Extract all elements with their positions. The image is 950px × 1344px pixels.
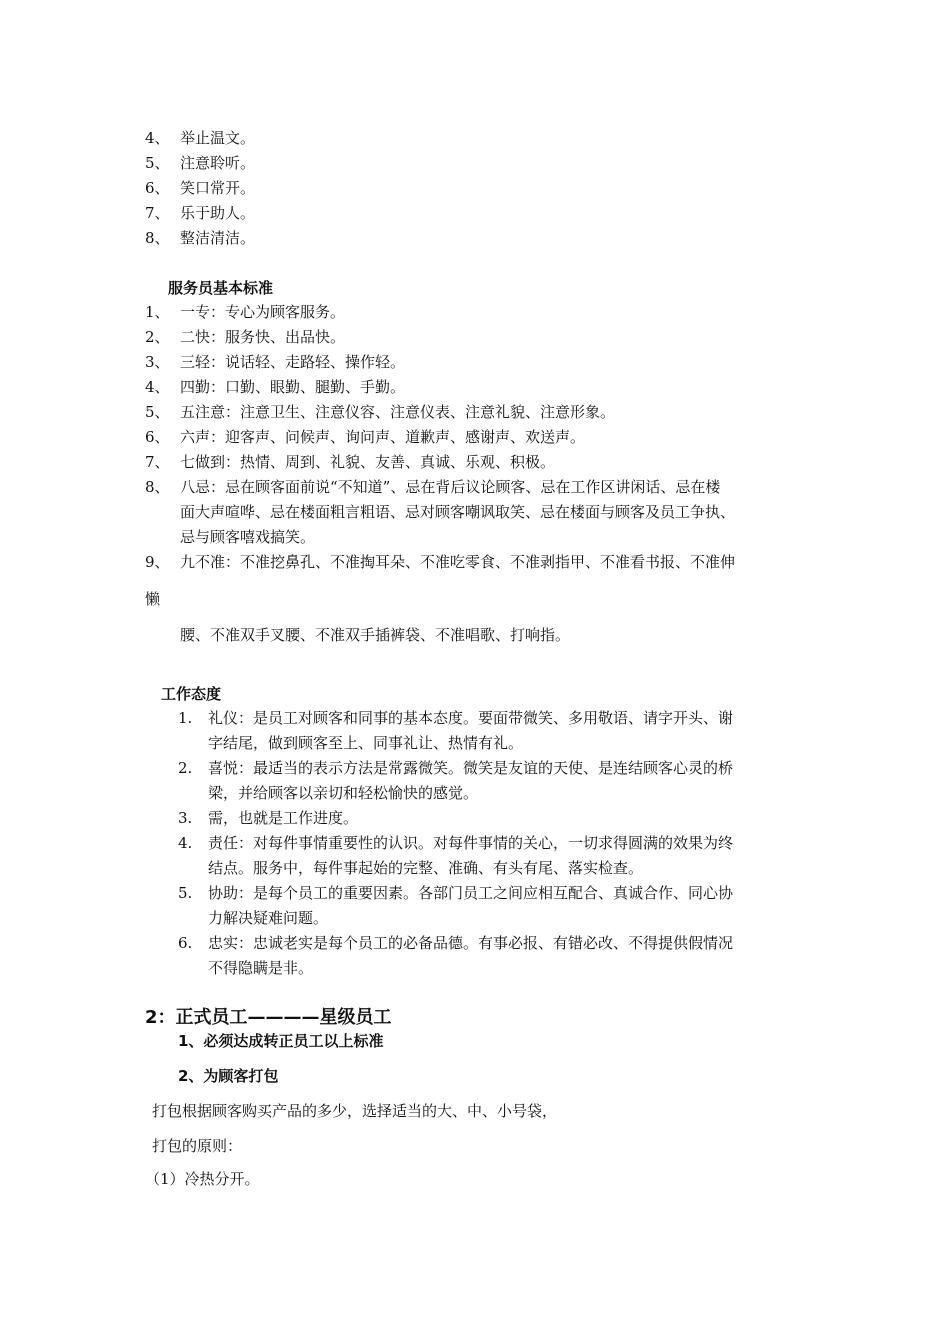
list-text: 七做到：热情、周到、礼貌、友善、真诚、乐观、积极。 [180,453,556,471]
list-text: 懒 [145,590,161,608]
list-number: 4. [178,834,193,852]
paragraph: 打包的原则： [152,1137,243,1155]
subheading: 1、必须达成转正员工以上标准 [178,1032,384,1050]
list-number: 7、 [145,204,170,222]
paragraph: 打包根据顾客购买产品的多少，选择适当的大、中、小号袋， [152,1102,558,1120]
list-text: 九不准：不准挖鼻孔、不准掏耳朵、不准吃零食、不准剥指甲、不准看书报、不准伸 [180,553,736,571]
list-text: 整洁清洁。 [180,229,256,247]
list-text: 不得隐瞒是非。 [208,959,314,977]
list-text: 八忌：忌在顾客面前说“不知道”、忌在背后议论顾客、忌在工作区讲闲话、忌在楼 [180,478,721,496]
list-text: 注意聆听。 [180,154,256,172]
list-number: 8、 [145,229,170,247]
list-text: 需，也就是工作进度。 [208,809,359,827]
list-number: 1、 [145,303,170,321]
list-number: 6. [178,934,193,952]
list-number: 3、 [145,353,170,371]
list-number: 4、 [145,378,170,396]
list-text: 责任：对每件事情重要性的认识。对每件事情的关心，一切求得圆满的效果为终 [208,834,734,852]
list-number: 2. [178,759,193,777]
list-number: 4、 [145,129,170,147]
list-text: 协助：是每个员工的重要因素。各部门员工之间应相互配合、真诚合作、同心协 [208,884,734,902]
list-text: 字结尾，做到顾客至上、同事礼让、热情有礼。 [208,734,524,752]
section-title: 服务员基本标准 [168,279,274,297]
list-text: 腰、不准双手叉腰、不准双手插裤袋、不准唱歌、打响指。 [180,626,571,644]
list-number: 7、 [145,453,170,471]
list-text: 一专：专心为顾客服务。 [180,303,346,321]
list-number: 5、 [145,403,170,421]
list-text: 力解决疑难问题。 [208,909,329,927]
list-number: 1. [178,709,193,727]
list-text: 五注意：注意卫生、注意仪容、注意仪表、注意礼貌、注意形象。 [180,403,616,421]
list-text: 梁，并给顾客以亲切和轻松愉快的感觉。 [208,784,479,802]
list-text: 举止温文。 [180,129,256,147]
list-text: 六声：迎客声、问候声、询问声、道歉声、感谢声、欢送声。 [180,428,586,446]
list-text: 喜悦：最适当的表示方法是常露微笑。微笑是友谊的天使、是连结顾客心灵的桥 [208,759,734,777]
list-text: 乐于助人。 [180,204,256,222]
paragraph: （1）冷热分开。 [145,1170,260,1188]
list-number: 5、 [145,154,170,172]
list-text: 忌与顾客嘻戏搞笑。 [180,528,316,546]
list-number: 6、 [145,428,170,446]
list-number: 8、 [145,478,170,496]
list-text: 礼仪：是员工对顾客和同事的基本态度。要面带微笑、多用敬语、请字开头、谢 [208,709,734,727]
list-number: 5. [178,884,193,902]
section-title: 工作态度 [161,685,222,703]
list-number: 2、 [145,328,170,346]
list-text: 笑口常开。 [180,179,256,197]
list-text: 面大声喧哗、忌在楼面粗言粗语、忌对顾客嘲讽取笑、忌在楼面与顾客及员工争执、 [180,503,736,521]
list-text: 二快：服务快、出品快。 [180,328,346,346]
list-number: 9、 [145,553,170,571]
section-heading: 2：正式员工————星级员工 [145,1007,392,1028]
list-text: 结点。服务中，每件事起始的完整、准确、有头有尾、落实检查。 [208,859,644,877]
list-number: 6、 [145,179,170,197]
subheading: 2、为顾客打包 [178,1067,279,1085]
list-text: 忠实：忠诚老实是每个员工的必备品德。有事必报、有错必改、不得提供假情况 [208,934,734,952]
list-number: 3. [178,809,193,827]
list-text: 三轻：说话轻、走路轻、操作轻。 [180,353,406,371]
list-text: 四勤：口勤、眼勤、腿勤、手勤。 [180,378,406,396]
